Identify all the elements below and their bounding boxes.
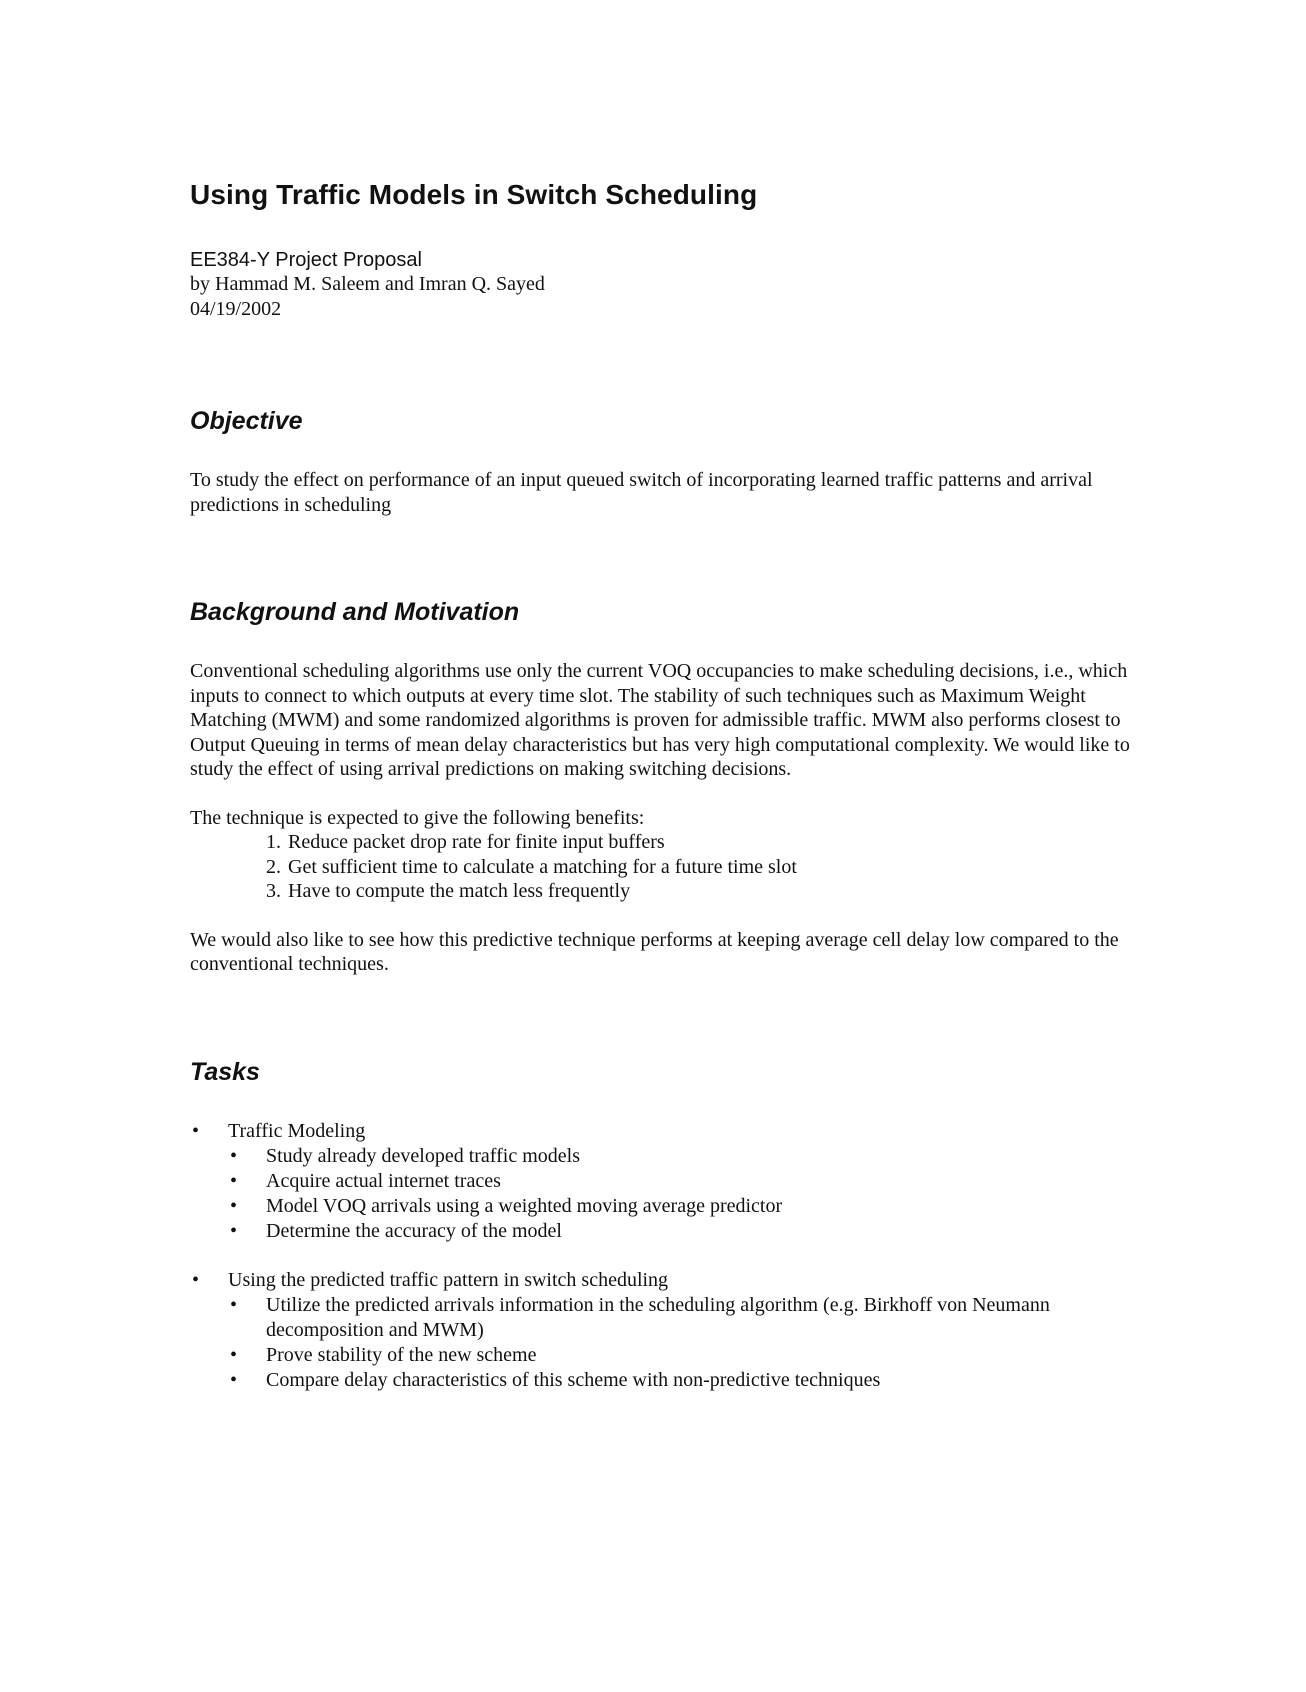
background-text: Conventional scheduling algorithms use only the current VOQ occupancies to make scheduling decisions, i.e., which inputs to connect to which outputs at every time slot. The stability of such techniques such as Maximum Weight Matching (MWM) and some randomized algorithms is proven for admissible traffic. MWM also performs closest to Output Queuing in terms of mean delay characteristics but has very high computational complexity. We would like to study the effect of using arrival predictions on making switching decisions. [190, 660, 1130, 780]
task-group-label: Using the predicted traffic pattern in switch scheduling [228, 1268, 669, 1291]
benefit-item: 2. Get sufficient time to calculate a matching for a future time slot [286, 855, 1130, 880]
document-title: Using Traffic Models in Switch Scheduling [190, 179, 758, 210]
page-content [190, 178, 1130, 1393]
benefit-item: 3. Have to compute the match less frequently [286, 879, 1130, 904]
subtask-text: Utilize the predicted arrivals information in the scheduling algorithm (e.g. Birkhoff von Neumann decomposition and MWM) [266, 1293, 1050, 1341]
course-line: EE384-Y Project Proposal [190, 249, 422, 271]
benefits-intro: The technique is expected to give the following benefits: [190, 806, 645, 829]
benefit-item: 1. Reduce packet drop rate for finite input buffers [286, 830, 1130, 855]
subtask-text: Study already developed traffic models [266, 1144, 580, 1167]
subtask-item [228, 1343, 1130, 1368]
subtask-item [228, 1293, 1130, 1343]
subtask-list [228, 1293, 1130, 1393]
subtask-item [228, 1194, 1130, 1219]
subtask-text: Compare delay characteristics of this scheme with non-predictive techniques [266, 1368, 881, 1391]
task-group-label: Traffic Modeling [228, 1119, 366, 1142]
bullet-icon: • [230, 1144, 238, 1167]
subtask-text: Model VOQ arrivals using a weighted moving average predictor [266, 1194, 783, 1217]
bullet-icon: • [230, 1169, 238, 1192]
subtask-item [228, 1368, 1130, 1393]
tasks-heading: Tasks [190, 1057, 260, 1086]
date-line: 04/19/2002 [190, 298, 282, 320]
subtask-item [228, 1169, 1130, 1194]
bullet-icon: • [230, 1219, 238, 1242]
subtask-text: Determine the accuracy of the model [266, 1219, 562, 1242]
subtask-item [228, 1219, 1130, 1244]
bullet-icon: • [192, 1119, 200, 1142]
task-group [190, 1268, 1130, 1393]
bullet-icon: • [230, 1194, 238, 1217]
bullet-icon: • [230, 1293, 238, 1316]
benefits-list [190, 830, 1130, 904]
bullet-icon: • [230, 1343, 238, 1366]
background-heading: Background and Motivation [190, 598, 520, 626]
subtask-list [228, 1144, 1130, 1244]
task-group [190, 1119, 1130, 1244]
subtask-text: Acquire actual internet traces [266, 1169, 501, 1192]
subtask-text: Prove stability of the new scheme [266, 1343, 537, 1366]
tasks-list [190, 1119, 1130, 1393]
conclusion-text: We would also like to see how this predictive technique performs at keeping average cell delay low compared to the conventional techniques. [190, 928, 1119, 975]
objective-heading: Objective [190, 407, 303, 435]
bullet-icon: • [230, 1368, 238, 1391]
bullet-icon: • [192, 1268, 200, 1291]
subtask-item [228, 1144, 1130, 1169]
objective-text: To study the effect on performance of an input queued switch of incorporating learned traffic patterns and arrival predictions in scheduling [190, 469, 1093, 516]
authors-line: by Hammad M. Saleem and Imran Q. Sayed [190, 273, 545, 295]
